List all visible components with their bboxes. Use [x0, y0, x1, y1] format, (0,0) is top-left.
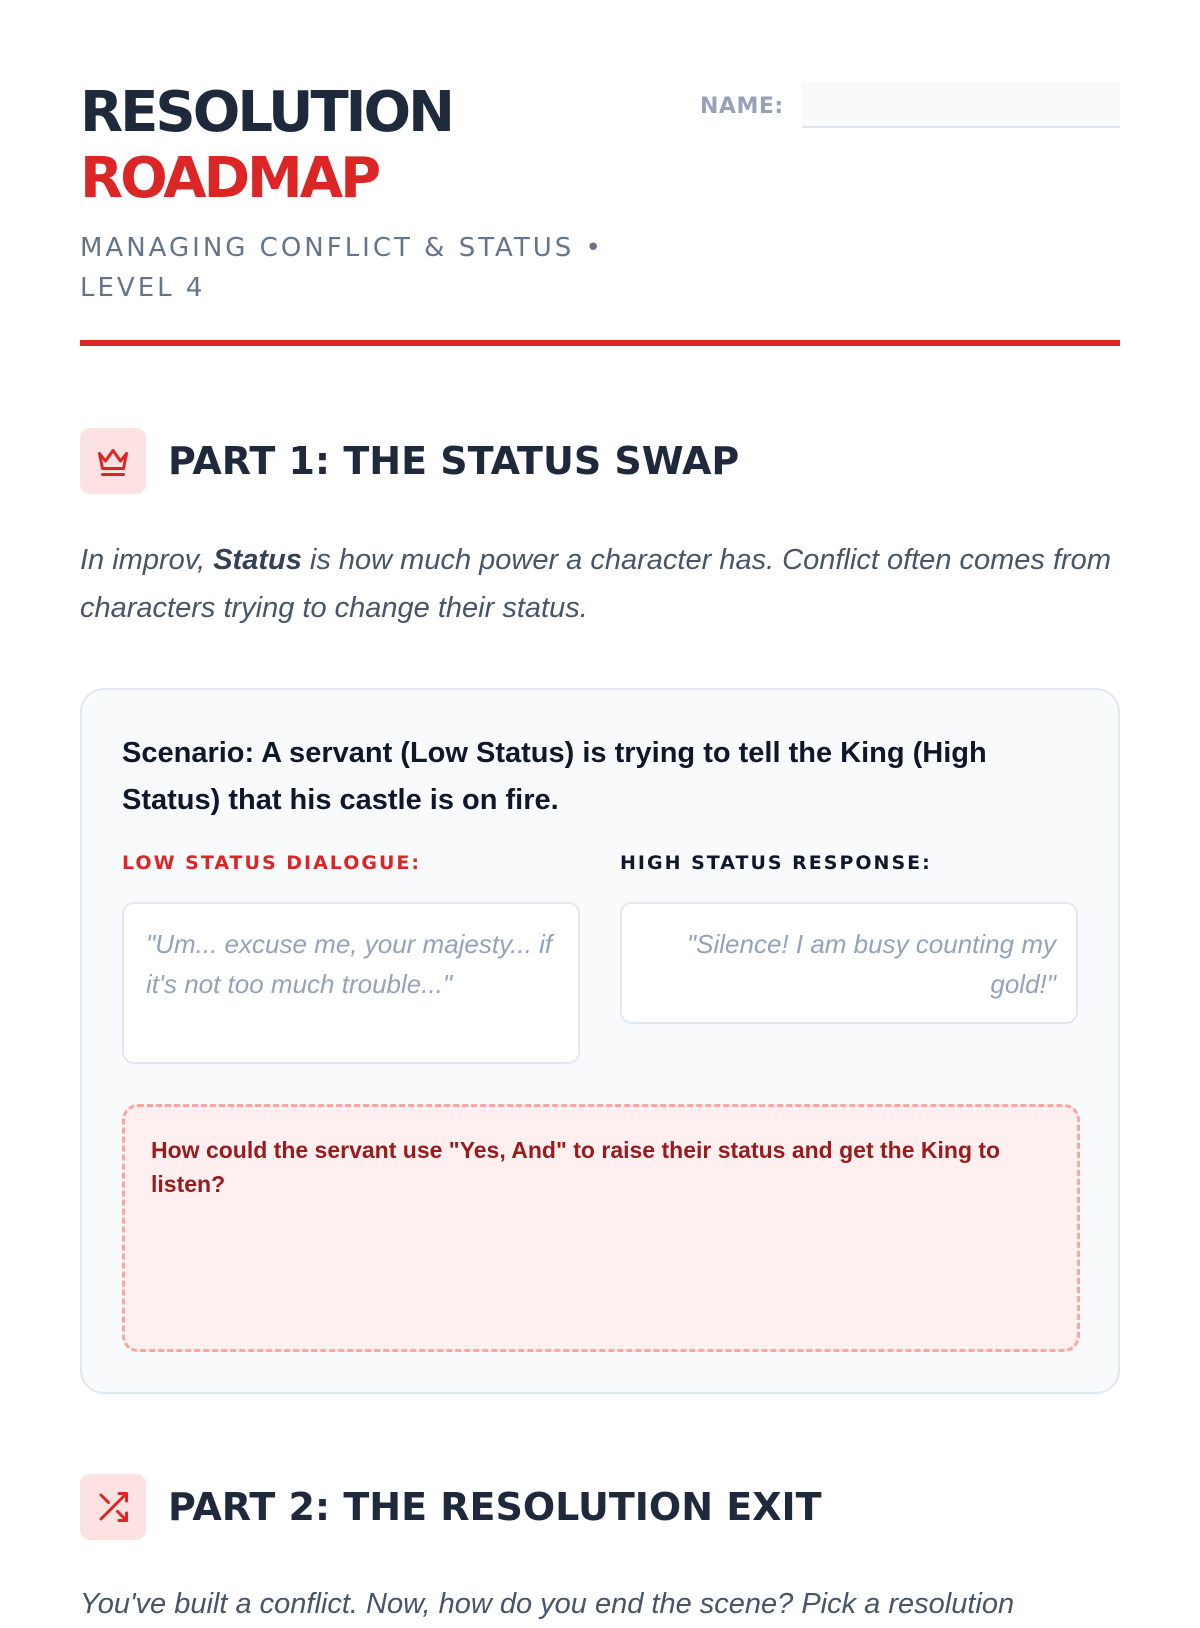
- scenario-card: [80, 688, 1120, 1394]
- part2-title: PART 2: THE RESOLUTION EXIT: [168, 1485, 822, 1529]
- intro-text-start: In improv,: [80, 544, 214, 576]
- title-line-1: RESOLUTION: [80, 80, 452, 145]
- title-line-2: ROADMAP: [80, 146, 379, 211]
- name-label: NAME:: [700, 94, 784, 119]
- crown-icon: [80, 428, 146, 494]
- response-prompt: How could the servant use "Yes, And" to raise their status and get the King to listen?: [151, 1137, 1001, 1197]
- part1-intro: [80, 536, 1120, 632]
- subtitle: MANAGING CONFLICT & STATUS • LEVEL 4: [80, 233, 604, 303]
- header-divider: [80, 340, 1120, 346]
- name-input[interactable]: [802, 82, 1120, 128]
- part2-intro: You've built a conflict. Now, how do you end the scene? Pick a resolution: [80, 1588, 1015, 1620]
- high-status-quote: "Silence! I am busy counting my gold!": [620, 902, 1078, 1024]
- part2-heading: [80, 1474, 1120, 1540]
- intro-keyword: Status: [213, 544, 302, 576]
- high-status-label: HIGH STATUS RESPONSE:: [620, 852, 932, 874]
- low-status-label: LOW STATUS DIALOGUE:: [122, 852, 421, 874]
- name-field-group: [700, 82, 1120, 132]
- shuffle-icon: [80, 1474, 146, 1540]
- scenario-text: Scenario: A servant (Low Status) is trying to tell the King (High Status) that his castle is on fire.: [122, 737, 987, 816]
- part1-title: PART 1: THE STATUS SWAP: [168, 439, 740, 483]
- low-status-quote: "Um... excuse me, your majesty... if it's not too much trouble...": [122, 902, 580, 1064]
- response-prompt-box[interactable]: [122, 1104, 1080, 1352]
- intro-text-end: is how much power a character has. Conflict often comes from characters trying to change their status.: [80, 544, 1111, 624]
- part1-heading: [80, 428, 1120, 494]
